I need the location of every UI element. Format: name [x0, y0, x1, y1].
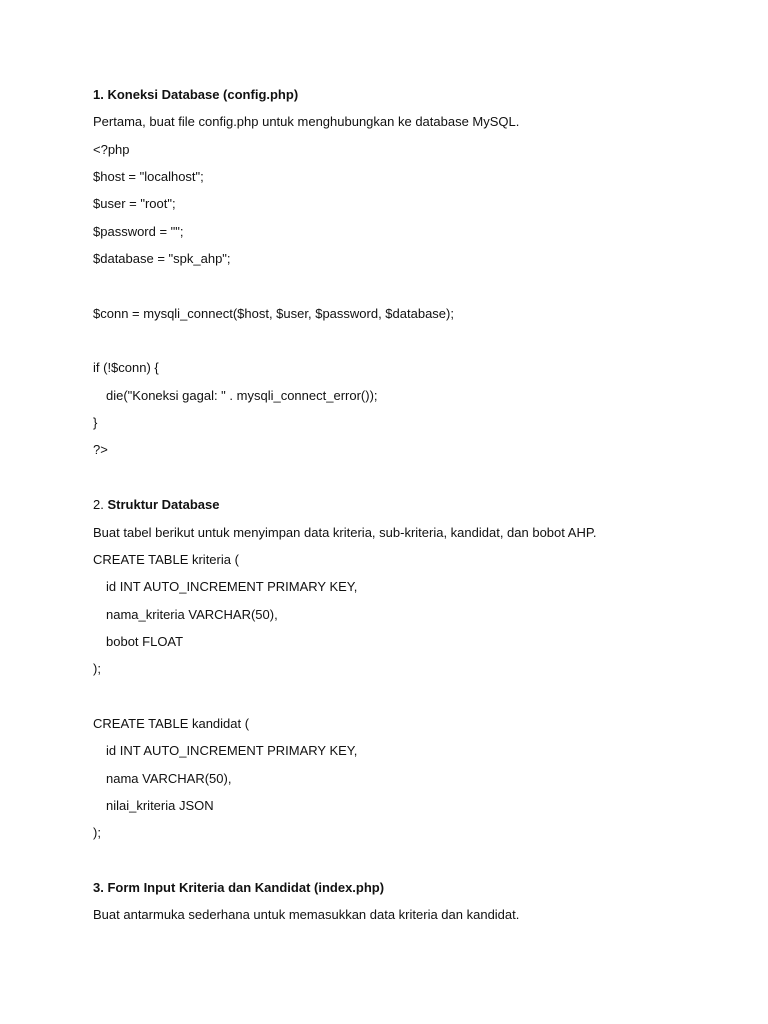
- section-2-number: 2.: [93, 497, 104, 513]
- section-3-heading: 3. Form Input Kriteria dan Kandidat (index.php): [93, 879, 385, 895]
- section-2-title: Struktur Database: [107, 497, 220, 513]
- blank-line: [93, 853, 708, 869]
- section-3-intro: Buat antarmuka sederhana untuk memasukkan data kriteria dan kandidat.: [93, 907, 520, 923]
- code-line: }: [93, 415, 98, 431]
- code-line: );: [93, 661, 101, 677]
- code-line: );: [93, 825, 101, 841]
- code-line: $database = "spk_ahp";: [93, 251, 231, 267]
- code-line: <?php: [93, 141, 130, 157]
- code-line: if (!$conn) {: [93, 360, 159, 376]
- section-1-intro: Pertama, buat file config.php untuk menghubungkan ke database MySQL.: [93, 114, 520, 130]
- code-line: CREATE TABLE kriteria (: [93, 551, 239, 567]
- section-2-intro: Buat tabel berikut untuk menyimpan data kriteria, sub-kriteria, kandidat, dan bobot AHP.: [93, 524, 597, 540]
- blank-line: [93, 333, 708, 349]
- code-line: CREATE TABLE kandidat (: [93, 715, 250, 731]
- section-1-heading: 1. Koneksi Database (config.php): [93, 87, 299, 102]
- code-line: id INT AUTO_INCREMENT PRIMARY KEY,: [106, 579, 358, 595]
- code-line: $host = "localhost";: [93, 169, 204, 185]
- code-line: ?>: [93, 442, 108, 458]
- code-line: $user = "root";: [93, 196, 176, 212]
- blank-line: [93, 470, 708, 486]
- code-line: nama_kriteria VARCHAR(50),: [106, 606, 278, 622]
- code-line: id INT AUTO_INCREMENT PRIMARY KEY,: [106, 743, 358, 759]
- code-line: die("Koneksi gagal: " . mysqli_connect_error());: [106, 387, 378, 403]
- blank-line: [93, 689, 708, 705]
- code-line: nilai_kriteria JSON: [106, 797, 214, 813]
- code-line: bobot FLOAT: [106, 633, 184, 649]
- code-line: $password = "";: [93, 223, 184, 239]
- blank-line: [93, 278, 708, 294]
- code-line: $conn = mysqli_connect($host, $user, $password, $database);: [93, 305, 454, 321]
- section-2-heading: [93, 497, 708, 513]
- code-line: nama VARCHAR(50),: [106, 770, 232, 786]
